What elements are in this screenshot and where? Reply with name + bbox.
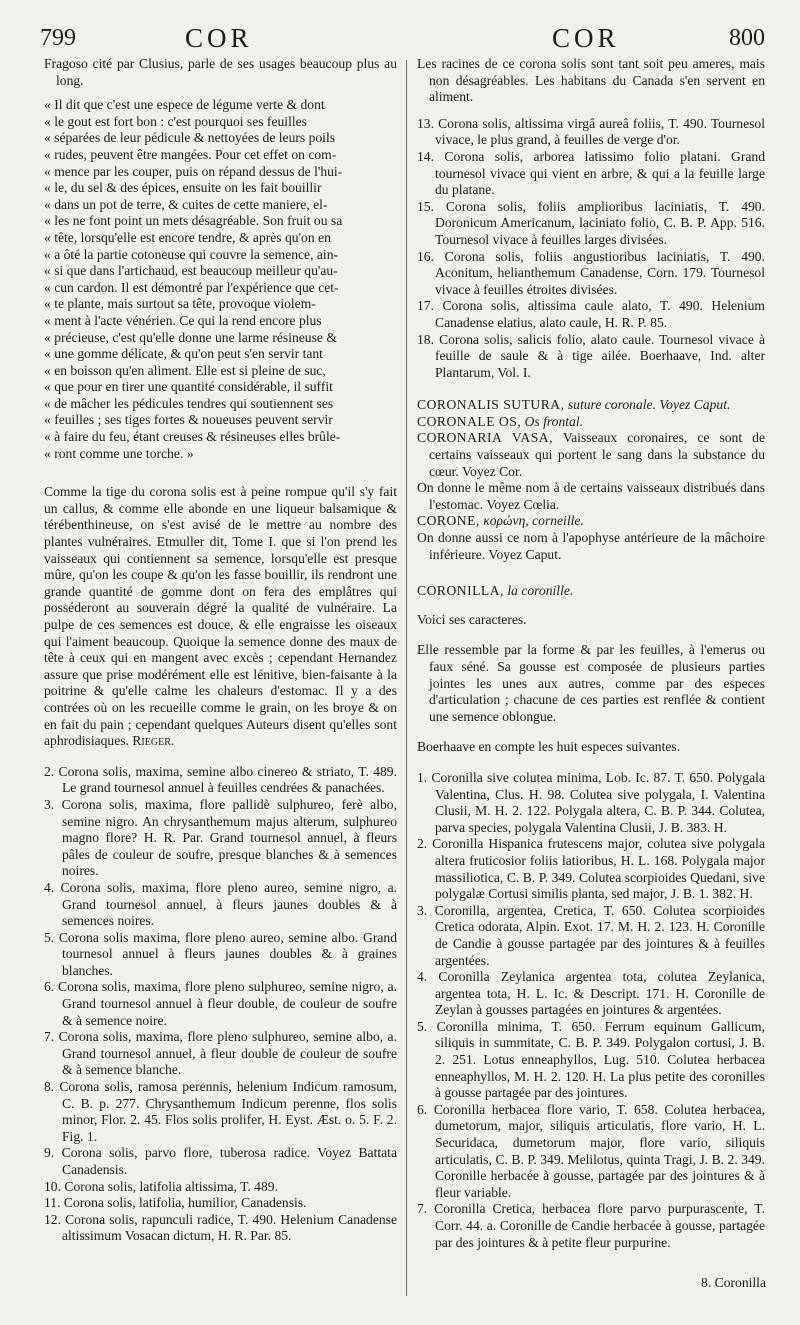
quote-line: « en boisson qu'en aliment. Elle est si pleine de suc,	[44, 362, 326, 378]
species-item: 6. Coronilla herbacea flore vario, T. 658. Colutea herbacea, dumetorum, major, siliquis articulatis, flore vario, H. L. Securidaca, dumetorum major, flore vario, siliquis articulatis, C. B. P. 349. Melilotus, quinta Tragi, J. B. 2. 349. Coronille herbacée à gousse, partagée par des jointures & à fleur variable.	[417, 1101, 765, 1200]
right-intro: Les racines de ce corona solis sont tant soit peu ameres, mais non désagréables. Les habitans du Canada s'en servent en aliment.	[417, 56, 765, 105]
quote-line: « ront comme une torche. »	[44, 445, 194, 461]
species-item: 7. Coronilla Cretica, herbacea flore parvo purpurascente, T. Corr. 44. a. Coronille de Candie herbacée à gousse, partagée par des jointures & à petite fleur purpurine.	[417, 1201, 765, 1250]
headword-right: COR	[552, 23, 620, 53]
entry-text: suture coronale. Voyez Caput.	[567, 397, 731, 413]
quote-line: « feuilles ; ses tiges fortes & noueuses peuvent servir	[44, 412, 333, 428]
entry-coronilla	[417, 583, 765, 600]
quote-line: « séparées de leur pédicule & nettoyées de leurs poils	[44, 130, 336, 146]
quote-line: « que pour en tirer une quantité considérable, il suffit	[44, 379, 333, 395]
species-item: 6. Corona solis, maxima, flore pleno sulphureo, semine nigro, a. Grand tournesol annuel à fleur double, de couleur de soufre & à semence noire.	[44, 979, 397, 1028]
entry-corone	[417, 513, 765, 530]
quote-line: « une gomme délicate, & qu'on peut s'en servir tant	[44, 346, 323, 362]
species-item: 5. Corona solis maxima, flore pleno aureo, semine albo. Grand tournesol annuel à fleurs jaunes doubles & à graines blanches.	[44, 929, 397, 978]
quote-line: « rudes, peuvent être mangées. Pour cet effet on com-	[44, 146, 337, 162]
species-item: 14. Corona solis, arborea latissimo folio platani. Grand tournesol vivace qui vient en arbre, & qui a la feuille large du platane.	[417, 148, 765, 198]
species-item: 12. Corona solis, rapunculi radice, T. 490. Helenium Canadense altissimum Vosacan dictum, H. R. Par. 85.	[44, 1211, 397, 1244]
species-item: 8. Corona solis, ramosa perennis, helenium Indicum ramosum, C. B. p. 277. Chrysanthemum Indicum perenne, flos solis minor, Flor. 2. 45. Flos solis prolifer, H. Eyst. Æst. o. 5. F. 2. Fig. 1.	[44, 1079, 397, 1144]
paragraph-text: Comme la tige du corona solis est à peine rompue qu'il s'y fait un callus, & comme elle abonde en une liqueur balsamique & térébenthineuse, on s'est avisé de le mettre au nombre des plantes vulnéraires. Etmuller dit, Tome I. que si l'on prend les vaisseaux qui contiennent sa semence, lorsqu'elle est presque mûre, qu'on les coupe & qu'on les fasse bouillir, ils rendront une grande quantité de gomme dont on fera des emplâtres qui posséderont au souverain dégré la qualité de vulnéraire. La pulpe de ces semences est douce, & elle engraisse les oiseaux qui l'aiment beaucoup. Quoique la semence donne des maux de tête à ceux qui en mangent avec excès ; cependant Hernandez assure que prise modérément elle est lénitive, bien-faisante à la poitrine & qu'elle calme les chaleurs d'estomac. Il y a des contrées où on les recueille comme le grain, on les broye & on en fait du pain ; cependant quelques Auteurs disent qu'elles sont aphrodisiaques.	[44, 484, 397, 749]
column-divider	[406, 60, 407, 1296]
headword-left: COR	[185, 23, 253, 53]
coronilla-intro: Voici ses caracteres.	[417, 611, 527, 627]
species-item: 4. Corona solis, maxima, flore pleno aureo, semine nigro, a. Grand tournesol annuel, à fleurs jaunes doubles & à semences noires.	[44, 879, 397, 929]
running-header	[0, 18, 800, 58]
entry-title: CORONALIS SUTURA,	[417, 397, 565, 413]
quote-line: « les ne font point un mets désagréable. Son fruit ou sa	[44, 213, 343, 229]
species-item: 16. Corona solis, foliis angustioribus laciniatis, T. 490. Aconitum, helianthemum Canadense, Corn. 179. Tournesol vivace à feuilles étroites divisées.	[417, 248, 765, 297]
page-number-left: 799	[40, 25, 76, 51]
quote-line: « a ôté la partie cotoneuse qui couvre la semence, ain-	[44, 246, 339, 262]
species-item: 11. Corona solis, latifolia, humilior, Canadensis.	[44, 1195, 307, 1211]
species-item: 13. Corona solis, altissima virgâ aureâ foliis, T. 490. Tournesol vivace, le plus grand, à feuilles de verge d'or.	[417, 115, 765, 148]
entry-title: CORONALE OS,	[417, 413, 522, 429]
page-number-right: 800	[729, 25, 765, 51]
entry-title: CORONARIA VASA,	[417, 430, 554, 446]
species-item: 2. Coronilla Hispanica frutescens major, colutea sive polygala altera fruticosior foliis latioribus, H. L. 168. Polygala major massiliotica, C. B. P. 349. Colutea scorpioides Quedani, sive polygalæ Cortusi similis planta, sed major, J. B. 1. 382. H.	[417, 836, 765, 902]
right-column	[417, 56, 765, 1251]
quote-line: « tête, lorsqu'elle est encore tendre, & après qu'on en	[44, 229, 331, 245]
species-item: 3. Coronilla, argentea, Cretica, T. 650. Colutea scorpioides Cretica odorata, Alpin. Exot. 17. M. H. 2. 123. H. Coronille de Candie à gousse partagée par des jointures & à feuilles argentées.	[417, 902, 765, 968]
quote-line: « le gout est fort bon : c'est pourquoi ses feuilles	[44, 113, 307, 129]
entry-coronalis	[417, 397, 765, 414]
entry-text: Os frontal.	[524, 413, 584, 429]
quote-line: « Il dit que c'est une espece de légume verte & dont	[44, 97, 325, 113]
quote-line: « dans un pot de terre, & cuites de cette maniere, el-	[44, 196, 328, 212]
quote-line: « te plante, mais surtout sa tête, provoque violem-	[44, 296, 316, 312]
vulneraire-paragraph	[44, 484, 397, 750]
species-item: 10. Corona solis, latifolia altissima, T. 489.	[44, 1178, 278, 1194]
species-item: 18. Corona solis, salicis folio, alato caule. Tournesol vivace à feuille de saule & à tige ailée. Boerhaave, Ind. alter Plantarum, Vol. I.	[417, 331, 765, 380]
quote-line: « ment à l'acte vénérien. Ce qui la rend encore plus	[44, 312, 322, 328]
quote-line: « précieuse, c'est qu'elle donne une larme résineuse &	[44, 329, 337, 345]
species-item: 9. Corona solis, parvo flore, tuberosa radice. Voyez Battata Canadensis.	[44, 1145, 397, 1177]
quote-line: « cun cardon. Il est démontré par l'expérience que cet-	[44, 279, 339, 295]
quote-line: « si que dans l'artichaud, est beaucoup meilleur qu'au-	[44, 263, 338, 279]
species-item: 2. Corona solis, maxima, semine albo cinereo & striato, T. 489. Le grand tournesol annuel à feuilles cendrées & panachées.	[44, 763, 397, 796]
entry-title: CORONILLA,	[417, 583, 504, 599]
species-item: 1. Coronilla sive colutea minima, Lob. Ic. 87. T. 650. Polygala Valentina, Clus. H. 98. Colutea sive polygala, I. Valentina Clusii, M. H. 2. 122. Polygala altera, C. B. P. 344. Colutea, parva species, polygala Valentina Clusii, J. B. 383. H.	[417, 769, 765, 835]
quote-line: « de mâcher les pédicules tendres qui soutiennent ses	[44, 395, 334, 411]
entry-text: la coronille.	[507, 583, 574, 599]
entry-title: CORONE,	[417, 513, 480, 529]
quote-line: « le, du sel & des épices, ensuite on les fait bouillir	[44, 180, 322, 196]
paragraph-author: Rieger.	[132, 733, 175, 749]
entry-coronaria-extra: On donne le même nom à de certains vaisseaux distribués dans l'estomac. Voyez Cœlia.	[417, 480, 765, 512]
species-item: 7. Corona solis, maxima, flore pleno sulphureo, semine albo, a. Grand tournesol annuel, à fleur double de couleur de soufre & à semence blanche.	[44, 1029, 397, 1078]
coronilla-description: Elle ressemble par la forme & par les feuilles, à l'emerus ou faux séné. Sa gousse est composée de plusieurs parties jointes les unes aux autres, comme par des especes d'articulation ; chacune de ces parties est renflée & contient une semence oblongue.	[417, 642, 765, 724]
left-intro: Fragoso cité par Clusius, parle de ses usages beaucoup plus au long.	[44, 56, 397, 88]
entry-coronale	[417, 414, 765, 431]
species-list-left	[44, 764, 397, 1245]
species-item: 4. Coronilla Zeylanica argentea tota, colutea Zeylanica, argentea tota, H. L. Ic. & Descript. 171. H. Coronille de Zeylan à gousses partagées en jointures & argentées.	[417, 969, 765, 1018]
quote-line: « à faire du feu, étant creuses & résineuses elles brûle-	[44, 429, 341, 445]
species-item: 17. Corona solis, altissima caule alato, T. 490. Helenium Canadense elatius, alato caule, H. R. P. 85.	[417, 298, 765, 330]
entry-text: Vaisseaux coronaires, ce sont de certains vaisseaux qui portent le sang dans la substance du cœur. Voyez Cor.	[429, 430, 765, 479]
left-column	[44, 56, 397, 1245]
catchword: 8. Coronilla	[701, 1275, 766, 1290]
entry-coronaria	[417, 430, 765, 480]
coronilla-species-list	[417, 770, 765, 1251]
fragoso-quote	[44, 97, 397, 462]
boerhaave-intro: Boerhaave en compte les huit especes suivantes.	[417, 739, 681, 755]
species-item: 3. Corona solis, maxima, flore pallidè sulphureo, ferè albo, semine nigro. An chrysanthemum majus alterum, sulphureo magno flore? H. R. Par. Grand tournesol annuel, à fleurs pâles de couleur de soufre, presque blanches & à semences noires.	[44, 796, 397, 879]
entry-corone-extra: On donne aussi ce nom à l'apophyse antérieure de la mâchoire inférieure. Voyez Caput.	[417, 530, 765, 562]
quote-line: « mence par les couper, puis on répand dessus de l'hui-	[44, 163, 343, 179]
species-item: 15. Corona solis, foliis amplioribus laciniatis, T. 490. Doronicum Americanum, laciniato folio, C. B. P. App. 516. Tournesol vivace à feuilles larges divisées.	[417, 198, 765, 247]
species-item: 5. Coronilla minima, T. 650. Ferrum equinum Gallicum, siliquis in summitate, C. B. P. 349. Polygalon cortusi, J. B. 2. 251. Lotus enneaphyllos, Lug. 510. Colutea herbacea enneaphyllos, M. H. 2. 120. H. La plus petite des coronilles à gousse partagée par des jointures.	[417, 1018, 765, 1101]
entry-text: κορώνη, corneille.	[483, 513, 584, 529]
species-list-right	[417, 116, 765, 382]
